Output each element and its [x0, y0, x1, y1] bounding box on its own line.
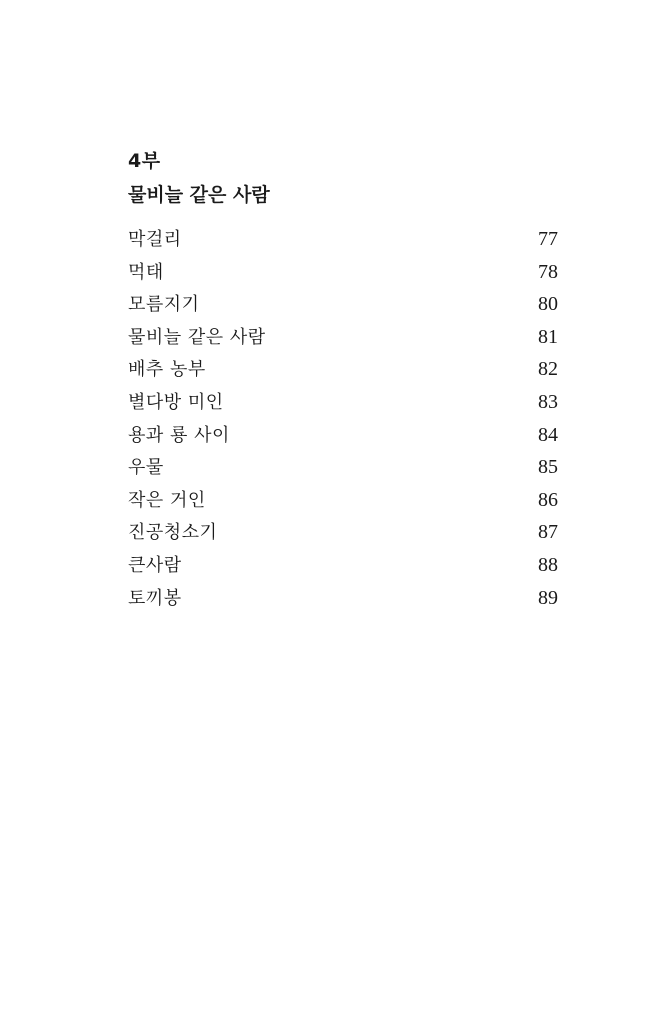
toc-entry[interactable] — [128, 291, 558, 324]
toc-entry-page: 82 — [538, 358, 558, 381]
toc-entry-title: 모름지기 — [128, 294, 200, 316]
toc-entry-title: 물비늘 같은 사람 — [128, 326, 266, 348]
toc-entry-title: 진공청소기 — [128, 522, 218, 544]
toc-entry-page: 89 — [538, 586, 558, 609]
toc-entry-page: 87 — [538, 521, 558, 544]
toc-entry-page: 83 — [538, 390, 558, 413]
toc-entry-page: 77 — [538, 228, 558, 250]
toc-entry[interactable] — [128, 422, 558, 455]
toc-entry-title: 토끼봉 — [128, 587, 182, 609]
toc-entry[interactable] — [128, 259, 558, 292]
toc-entry-title: 배추 농부 — [128, 359, 206, 381]
toc-entry-page: 81 — [538, 325, 558, 348]
toc-entry-title: 우물 — [128, 457, 164, 479]
toc-entry-page: 84 — [538, 423, 558, 446]
toc-entry-title: 작은 거인 — [128, 489, 206, 511]
toc-entry[interactable] — [128, 454, 558, 487]
part-number: 4부 — [128, 150, 161, 172]
toc-entry-title: 먹태 — [128, 261, 164, 283]
toc-entry-title: 용과 룡 사이 — [128, 424, 230, 446]
toc-entry-title: 별다방 미인 — [128, 391, 224, 413]
toc-entry-title: 큰사람 — [128, 554, 182, 576]
toc-entry[interactable] — [128, 585, 558, 618]
toc-entry[interactable] — [128, 356, 558, 389]
toc-entry[interactable] — [128, 226, 558, 259]
toc-entry[interactable] — [128, 487, 558, 520]
toc-entry[interactable] — [128, 324, 558, 357]
toc-entry-page: 80 — [538, 293, 558, 316]
toc-entry-page: 88 — [538, 553, 558, 576]
toc-entry-title: 막걸리 — [128, 229, 182, 250]
toc-entry-page: 85 — [538, 456, 558, 479]
toc-entry[interactable] — [128, 552, 558, 585]
section-header — [128, 148, 270, 208]
toc-entry-page: 78 — [538, 260, 558, 283]
toc-entry[interactable] — [128, 519, 558, 552]
part-title: 물비늘 같은 사람 — [128, 184, 270, 206]
toc-entry[interactable] — [128, 389, 558, 422]
table-of-contents — [128, 226, 558, 617]
toc-entry-page: 86 — [538, 488, 558, 511]
